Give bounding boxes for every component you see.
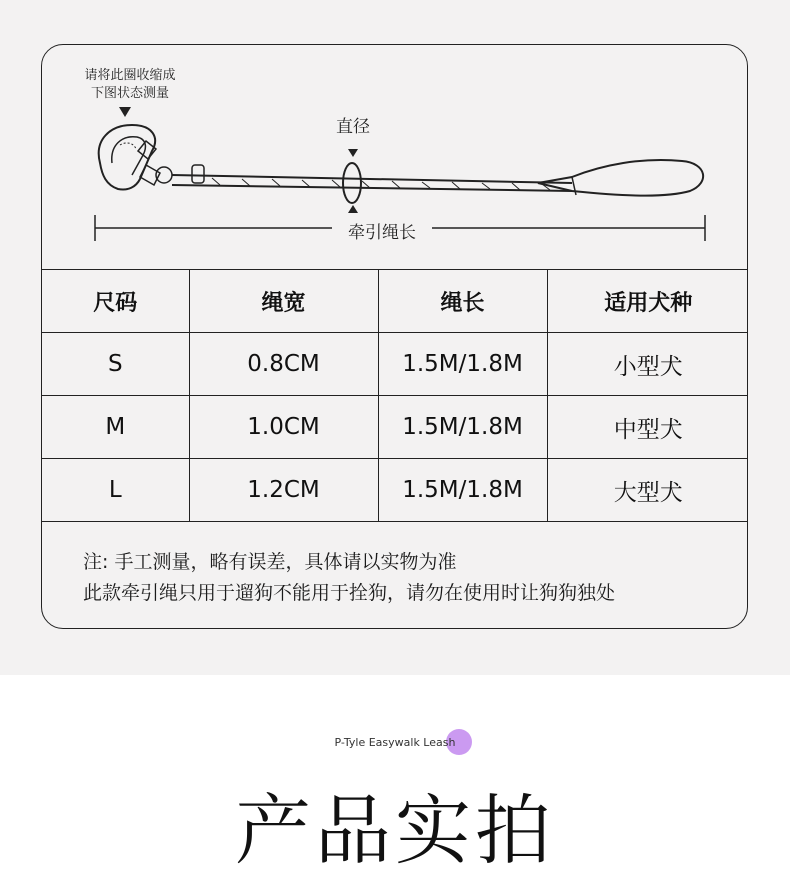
measure-note-line2: 下图状态测量 <box>90 86 169 101</box>
table-header-row <box>42 270 748 333</box>
leash-illustration <box>42 45 748 270</box>
measure-note-line1: 请将此圈收缩成 <box>84 68 176 83</box>
diameter-label: 直径 <box>336 117 370 137</box>
table-row <box>42 459 748 522</box>
header-size: 尺码 <box>42 270 189 333</box>
note-line1: 注: 手工测量，略有误差，具体请以实物为准 <box>83 551 457 573</box>
cell-breed: 小型犬 <box>547 333 748 396</box>
measure-instruction <box>75 67 185 103</box>
cell-length: 1.5M/1.8M <box>378 459 547 522</box>
section-title: 产品实拍 <box>235 786 555 875</box>
brand-name: P-Tyle Easywalk Leash <box>334 736 456 749</box>
header-length: 绳长 <box>378 270 547 333</box>
cell-width: 1.0CM <box>189 396 378 459</box>
cell-size: M <box>42 396 189 459</box>
cell-width: 0.8CM <box>189 333 378 396</box>
table-row <box>42 396 748 459</box>
cell-size: S <box>42 333 189 396</box>
table-row <box>42 333 748 396</box>
leash-length-label: 牵引绳长 <box>332 218 432 243</box>
size-table <box>42 269 748 522</box>
size-chart-card <box>41 44 748 629</box>
cell-length: 1.5M/1.8M <box>378 396 547 459</box>
cell-breed: 中型犬 <box>547 396 748 459</box>
cell-size: L <box>42 459 189 522</box>
note-line2: 此款牵引绳只用于遛狗不能用于拴狗，请勿在使用时让狗狗独处 <box>83 582 616 604</box>
notes <box>83 547 615 609</box>
header-breed: 适用犬种 <box>547 270 748 333</box>
cell-width: 1.2CM <box>189 459 378 522</box>
cell-breed: 大型犬 <box>547 459 748 522</box>
brand-line <box>0 736 790 749</box>
header-width: 绳宽 <box>189 270 378 333</box>
cell-length: 1.5M/1.8M <box>378 333 547 396</box>
